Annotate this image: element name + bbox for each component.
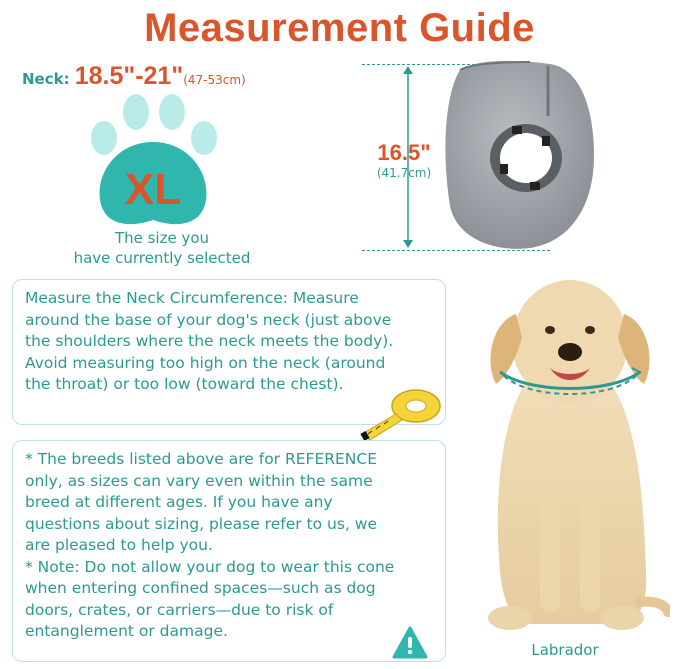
neck-inches: 18.5"-21" bbox=[74, 62, 184, 90]
note-line: breed at different ages. If you have any bbox=[25, 493, 333, 511]
neck-size-line bbox=[22, 62, 246, 91]
measure-line: Avoid measuring too high on the neck (around bbox=[25, 353, 386, 372]
note-line: * Note: Do not allow your dog to wear this cone bbox=[25, 557, 395, 576]
paw-size-badge-icon bbox=[78, 92, 228, 232]
selected-size-caption bbox=[30, 228, 294, 268]
note-line: when entering confined spaces—such as dog bbox=[25, 579, 376, 597]
note-line: only, as sizes can vary even within the same bbox=[25, 471, 373, 490]
dog-breed-caption: Labrador bbox=[531, 641, 599, 659]
selected-caption-line2: have currently selected bbox=[73, 249, 251, 267]
reference-note-box bbox=[12, 440, 446, 662]
measuring-tape-icon bbox=[358, 384, 444, 442]
page-title: Measurement Guide bbox=[144, 6, 535, 50]
measure-line: Measure the Neck Circumference: Measure bbox=[25, 289, 359, 307]
note-line: entanglement or damage. bbox=[25, 622, 228, 640]
cone-dimension-cm: (41.7cm) bbox=[376, 166, 432, 180]
neck-cm: (47-53cm) bbox=[183, 73, 246, 87]
note-line: are pleased to help you. bbox=[25, 536, 213, 554]
measure-line: the throat) or too low (toward the chest). bbox=[25, 375, 344, 393]
note-line: questions about sizing, please refer to us, we bbox=[25, 514, 377, 533]
size-badge-text: XL bbox=[124, 165, 182, 214]
measure-line: the shoulders where the neck meets the body). bbox=[25, 332, 394, 350]
neck-label: Neck: bbox=[22, 70, 70, 88]
selected-caption-line1: The size you bbox=[114, 229, 210, 247]
labrador-dog-image bbox=[470, 272, 670, 640]
cone-dimension-value: 16.5" bbox=[377, 140, 431, 165]
measure-line: around the base of your dog's neck (just above bbox=[25, 310, 392, 329]
inflatable-cone-image bbox=[430, 56, 600, 256]
warning-icon bbox=[392, 626, 428, 660]
note-line: * The breeds listed above are for REFERENCE bbox=[25, 450, 378, 468]
note-line: doors, crates, or carriers—due to risk of bbox=[25, 600, 334, 619]
